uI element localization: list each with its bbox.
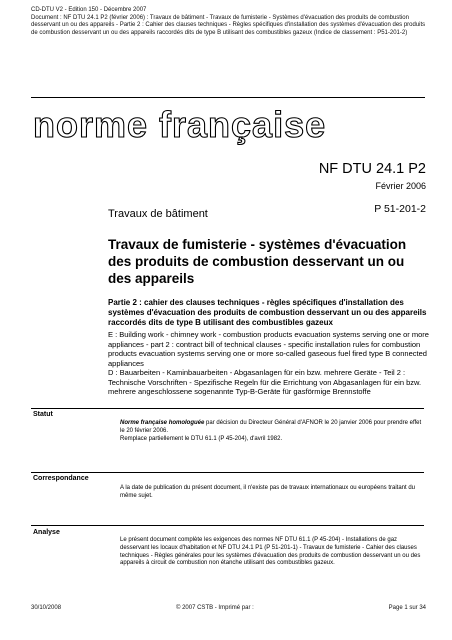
- german-title: D : Bauarbeiten - Kaminbauarbeiten - Abgasanlagen für ein bzw. mehrere Geräte - Teil 2 : Technische Vorschriften - Spezifische Regeln für die Errichtung von Abgasanlagen für ein bzw. mehrere angeschlossene sogenannte Typ-B-Geräte für gasförmige Brennstoffe: [108, 368, 422, 396]
- english-title: E : Building work - chimney work - combustion products evacuation systems serving one or more appliances - part 2 : contract bill of technical clauses - specific installation rules for combustion products evacuation systems serving one or more so-called gaseous fuel fired type B connected appliances: [108, 330, 429, 368]
- header-divider: [31, 97, 425, 98]
- header-edition: CD-DTU V2 - Edition 150 - Décembre 2007: [31, 7, 147, 13]
- section-body-correspondance: A la date de publication du présent document, il n'existe pas de travaux internationaux ou européens traitant du même sujet.: [120, 485, 416, 499]
- section-divider-correspondance: [31, 472, 424, 473]
- section-label-correspondance: Correspondance: [33, 475, 89, 482]
- section-divider-analyse: [31, 525, 424, 526]
- footer-page-number: Page 1 sur 34: [388, 605, 426, 611]
- footer-copyright: © 2007 CSTB - Imprimé par :: [176, 605, 254, 611]
- part-title: Partie 2 : cahier des clauses techniques - règles spécifiques d'installation des systèmes d'évacuation des produits de combustion desservant un ou des appareils raccordés dits de type B utilisant des combustibles gazeux: [108, 298, 427, 327]
- document-date: Février 2006: [375, 181, 426, 191]
- statut-replacement: Remplace partiellement le DTU 61.1 (P 45-204), d'avril 1982.: [120, 435, 283, 442]
- header-document-description: Document : NF DTU 24.1 P2 (février 2006) : Travaux de bâtiment - Travaux de fumisterie - Systèmes d'évacuation des produits de combustion desservant un ou des appareils - Partie 2 : Cahier des clauses techniques - Règles spécifiques d'installation des systèmes d'évacuation des produits de combustion desservant un ou des appareils raccordés dits de type B utilisant des combustibles gazeux (Indice de classement : P51-201-2): [31, 14, 426, 36]
- norme-francaise-logo: [31, 104, 331, 146]
- document-reference: NF DTU 24.1 P2: [318, 161, 426, 177]
- document-title: Travaux de fumisterie - systèmes d'évacuation des produits de combustion desservant un ou des appareils: [108, 237, 407, 286]
- section-body-statut: [120, 420, 425, 443]
- section-divider-statut: [31, 408, 424, 409]
- logo-text: norme française: [33, 104, 327, 145]
- classification-index: P 51-201-2: [374, 203, 426, 215]
- document-header: [31, 7, 426, 37]
- footer-date: 30/10/2008: [31, 605, 62, 611]
- section-body-analyse: Le présent document complète les exigences des normes NF DTU 61.1 (P 45-204) - Installations de gaz desservant les locaux d'habitation et NF DTU 24.1 P1 (P 51-201-1) - Travaux de fumisterie - Cahier des clauses techniques - Règles générales pour les systèmes d'évacuation des produits de combustion desservant un ou des appareils à circuit de combustion non étanche utilisant des combustibles gazeux.: [120, 537, 421, 567]
- section-label-analyse: Analyse: [33, 529, 60, 536]
- statut-paragraph: [120, 420, 425, 436]
- statut-text: par décision du Directeur Général d'AFNOR le 20 janvier 2006 pour prendre effet le 20 février 2006.: [120, 420, 422, 434]
- section-label-statut: Statut: [33, 411, 53, 418]
- statut-emphasis: Norme française homologuée: [120, 420, 205, 426]
- document-subject: Travaux de bâtiment: [108, 208, 208, 220]
